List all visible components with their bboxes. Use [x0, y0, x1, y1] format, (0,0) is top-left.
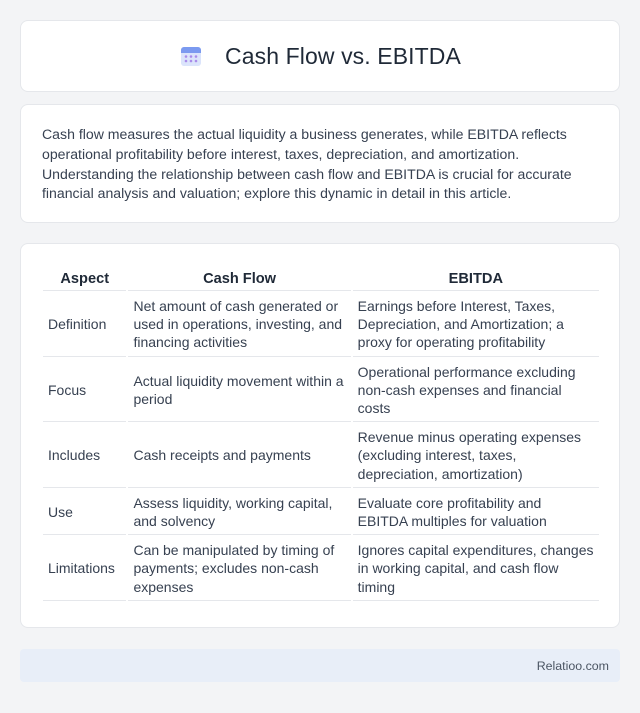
row-ebitda: Ignores capital expenditures, changes in working capital, and cash flow timing	[353, 537, 599, 601]
title-wrap	[179, 43, 461, 70]
row-aspect: Use	[43, 490, 126, 535]
row-aspect: Focus	[43, 359, 126, 423]
table-row	[43, 537, 599, 601]
row-ebitda: Evaluate core profitability and EBITDA multiples for valuation	[353, 490, 599, 535]
row-aspect: Includes	[43, 424, 126, 488]
table-header-row	[43, 266, 599, 291]
page-title: Cash Flow vs. EBITDA	[225, 42, 461, 69]
calendar-icon	[179, 44, 203, 68]
row-ebitda: Operational performance excluding non-cash expenses and financial costs	[353, 359, 599, 423]
comparison-card	[20, 243, 620, 628]
row-cash-flow: Net amount of cash generated or used in operations, investing, and financing activities	[128, 293, 350, 357]
row-cash-flow: Can be manipulated by timing of payments; excludes non-cash expenses	[128, 537, 350, 601]
row-aspect: Definition	[43, 293, 126, 357]
row-cash-flow: Cash receipts and payments	[128, 424, 350, 488]
footer	[20, 649, 620, 682]
row-ebitda: Revenue minus operating expenses (excluding interest, taxes, depreciation, amortization)	[353, 424, 599, 488]
table-row	[43, 490, 599, 535]
row-aspect: Limitations	[43, 537, 126, 601]
table-row	[43, 293, 599, 357]
table-row	[43, 359, 599, 423]
header-aspect: Aspect	[43, 266, 126, 291]
intro-card	[20, 104, 620, 223]
row-cash-flow: Assess liquidity, working capital, and solvency	[128, 490, 350, 535]
row-ebitda: Earnings before Interest, Taxes, Depreciation, and Amortization; a proxy for operating profitability	[353, 293, 599, 357]
comparison-table	[41, 264, 601, 603]
header-ebitda: EBITDA	[353, 266, 599, 291]
header-card	[20, 20, 620, 92]
header-cash-flow: Cash Flow	[128, 266, 350, 291]
row-cash-flow: Actual liquidity movement within a period	[128, 359, 350, 423]
footer-site-name: Relatioo.com	[536, 658, 609, 673]
intro-paragraph: Cash flow measures the actual liquidity a business generates, while EBITDA reflects operational profitability before interest, taxes, depreciation, and amortization. Understanding the relationship between cash flow and EBITDA is crucial for accurate financial analysis and valuation; explore this dynamic in detail in this article.	[42, 126, 572, 202]
table-row	[43, 424, 599, 488]
